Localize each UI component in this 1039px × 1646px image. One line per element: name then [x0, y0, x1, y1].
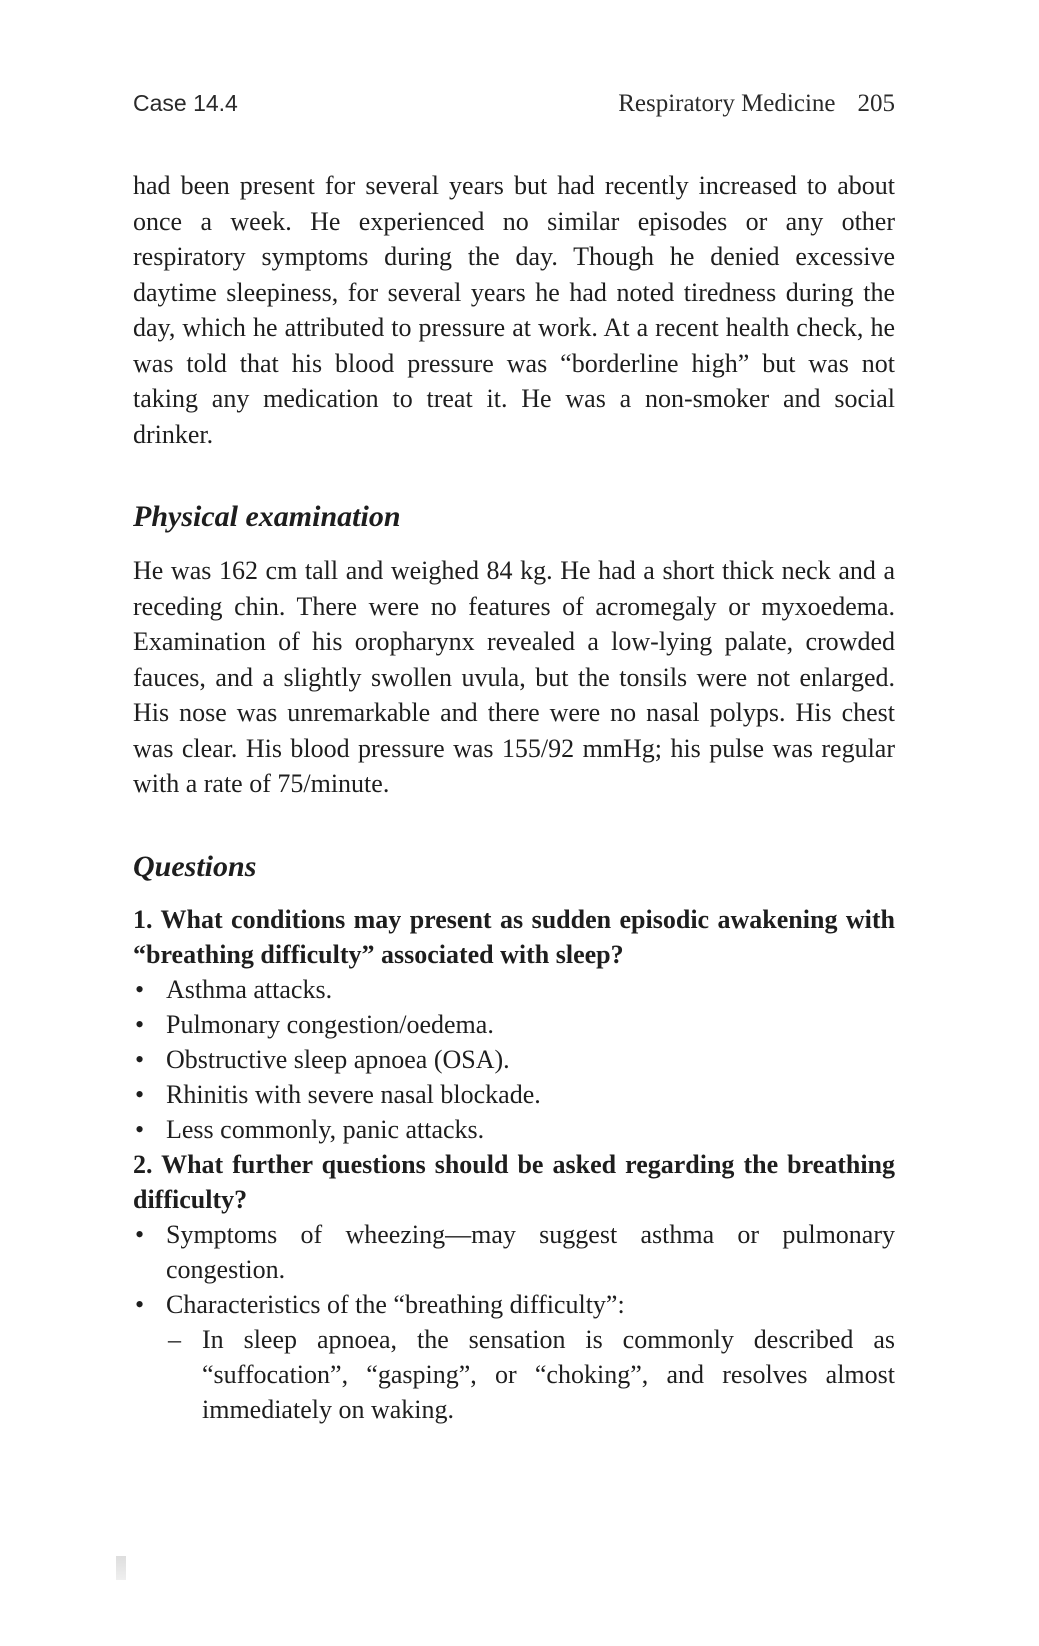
question-1-answers — [133, 972, 895, 1147]
question-1-text: What conditions may present as sudden episodic awakening with “breathing difficulty” associated with sleep? — [133, 905, 895, 969]
section-title: Respiratory Medicine — [618, 90, 836, 117]
sub-list — [166, 1322, 895, 1427]
answer-text: Characteristics of the “breathing difficulty”: — [166, 1290, 625, 1319]
list-item — [133, 1112, 895, 1147]
answer-text: Obstructive sleep apnoea (OSA). — [166, 1045, 510, 1074]
list-item — [133, 1287, 895, 1427]
bullet-icon: • — [135, 1115, 145, 1144]
physical-examination-heading: Physical examination — [133, 500, 401, 533]
answer-text: Pulmonary congestion/oedema. — [166, 1010, 494, 1039]
list-item — [133, 1042, 895, 1077]
answer-text: Less commonly, panic attacks. — [166, 1115, 485, 1144]
list-item — [133, 972, 895, 1007]
bullet-icon: • — [135, 975, 145, 1004]
bullet-icon: • — [135, 1010, 145, 1039]
running-header — [133, 90, 895, 126]
scan-mark — [116, 1556, 126, 1580]
list-item — [133, 1077, 895, 1112]
questions-heading: Questions — [133, 850, 257, 883]
question-1-number: 1. — [133, 905, 153, 934]
list-item — [133, 1217, 895, 1287]
answer-text: Symptoms of wheezing—may suggest asthma or pulmonary congestion. — [166, 1220, 895, 1284]
physical-examination-paragraph: He was 162 cm tall and weighed 84 kg. He had a short thick neck and a receding chin. There were no features of acromegaly or myxoedema. Examination of his oropharynx revealed a low-lying palate, crowded fauces, and a slightly swollen uvula, but the tonsils were not enlarged. His nose was unremarkable and there were no nasal polyps. His chest was clear. His blood pressure was 155/92 mmHg; his pulse was regular with a rate of 75/minute. — [133, 556, 895, 798]
dash-icon: – — [168, 1325, 181, 1354]
intro-paragraph: had been present for several years but had recently increased to about once a week. He experienced no similar episodes or any other respiratory symptoms during the day. Though he denied excessive daytime sleepiness, for several years he had noted tiredness during the day, which he attributed to pressure at work. At a recent health check, he was told that his blood pressure was “borderline high” but was not taking any medication to treat it. He was a non-smoker and social drinker. — [133, 171, 895, 449]
answer-text: Asthma attacks. — [166, 975, 333, 1004]
sub-list-item — [166, 1322, 895, 1427]
question-1 — [133, 902, 895, 972]
question-2-answers — [133, 1217, 895, 1427]
sub-answer-text: In sleep apnoea, the sensation is commonly described as “suffocation”, “gasping”, or “choking”, and resolves almost immediately on waking. — [202, 1325, 895, 1424]
list-item — [133, 1007, 895, 1042]
question-2-number: 2. — [133, 1150, 153, 1179]
question-2 — [133, 1147, 895, 1217]
header-right — [618, 90, 895, 118]
answer-text: Rhinitis with severe nasal blockade. — [166, 1080, 541, 1109]
bullet-icon: • — [135, 1045, 145, 1074]
question-2-text: What further questions should be asked regarding the breathing difficulty? — [133, 1150, 896, 1214]
bullet-icon: • — [135, 1290, 145, 1319]
page-number: 205 — [857, 90, 895, 117]
bullet-icon: • — [135, 1220, 145, 1249]
bullet-icon: • — [135, 1080, 145, 1109]
questions-section — [133, 902, 895, 1427]
case-label: Case 14.4 — [133, 90, 238, 116]
